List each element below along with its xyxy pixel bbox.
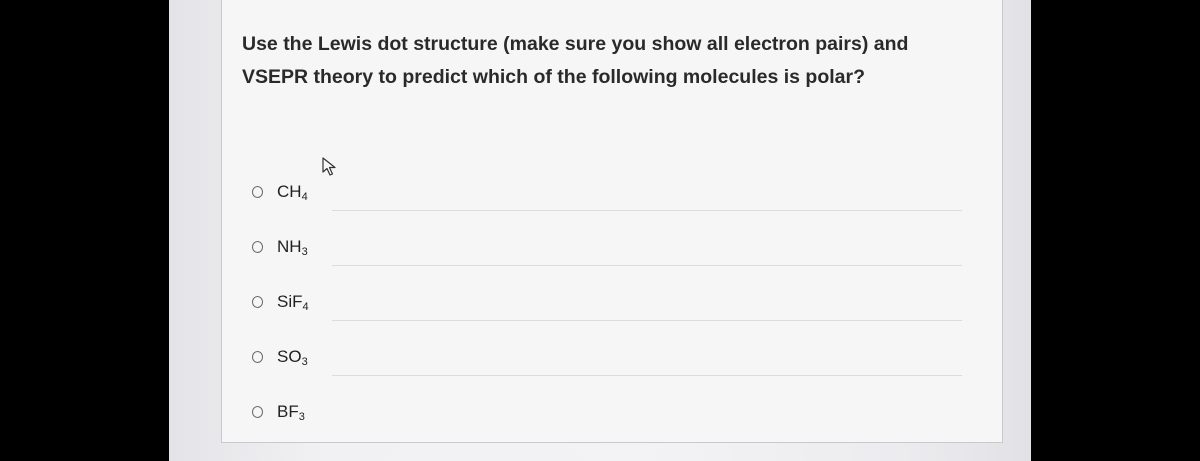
- radio-button[interactable]: [252, 406, 263, 418]
- mouse-pointer-icon: [321, 157, 339, 177]
- option-sif4[interactable]: [252, 290, 942, 345]
- option-so3[interactable]: [252, 345, 942, 400]
- option-label: $BF_3$: [277, 402, 305, 423]
- option-bf3[interactable]: [252, 400, 942, 455]
- radio-button[interactable]: [252, 351, 263, 363]
- option-label: SiF$_4$: [277, 292, 309, 313]
- option-label: $NH_3$: [277, 237, 308, 258]
- radio-button[interactable]: [252, 241, 263, 253]
- radio-button[interactable]: [252, 296, 263, 308]
- option-label: $SO_3$: [277, 347, 308, 368]
- question-text: [242, 28, 962, 94]
- option-nh3[interactable]: [252, 235, 942, 290]
- radio-button[interactable]: [252, 186, 263, 198]
- answer-options: [252, 180, 942, 455]
- question-line-1: Use the Lewis dot structure (make sure you show all electron pairs) and: [242, 33, 909, 55]
- question-panel: [221, 0, 1003, 443]
- option-ch4[interactable]: [252, 180, 942, 235]
- screen: [169, 0, 1031, 461]
- question-line-2: VSEPR theory to predict which of the following molecules is polar?: [242, 66, 865, 88]
- option-label: $CH_4$: [277, 182, 308, 203]
